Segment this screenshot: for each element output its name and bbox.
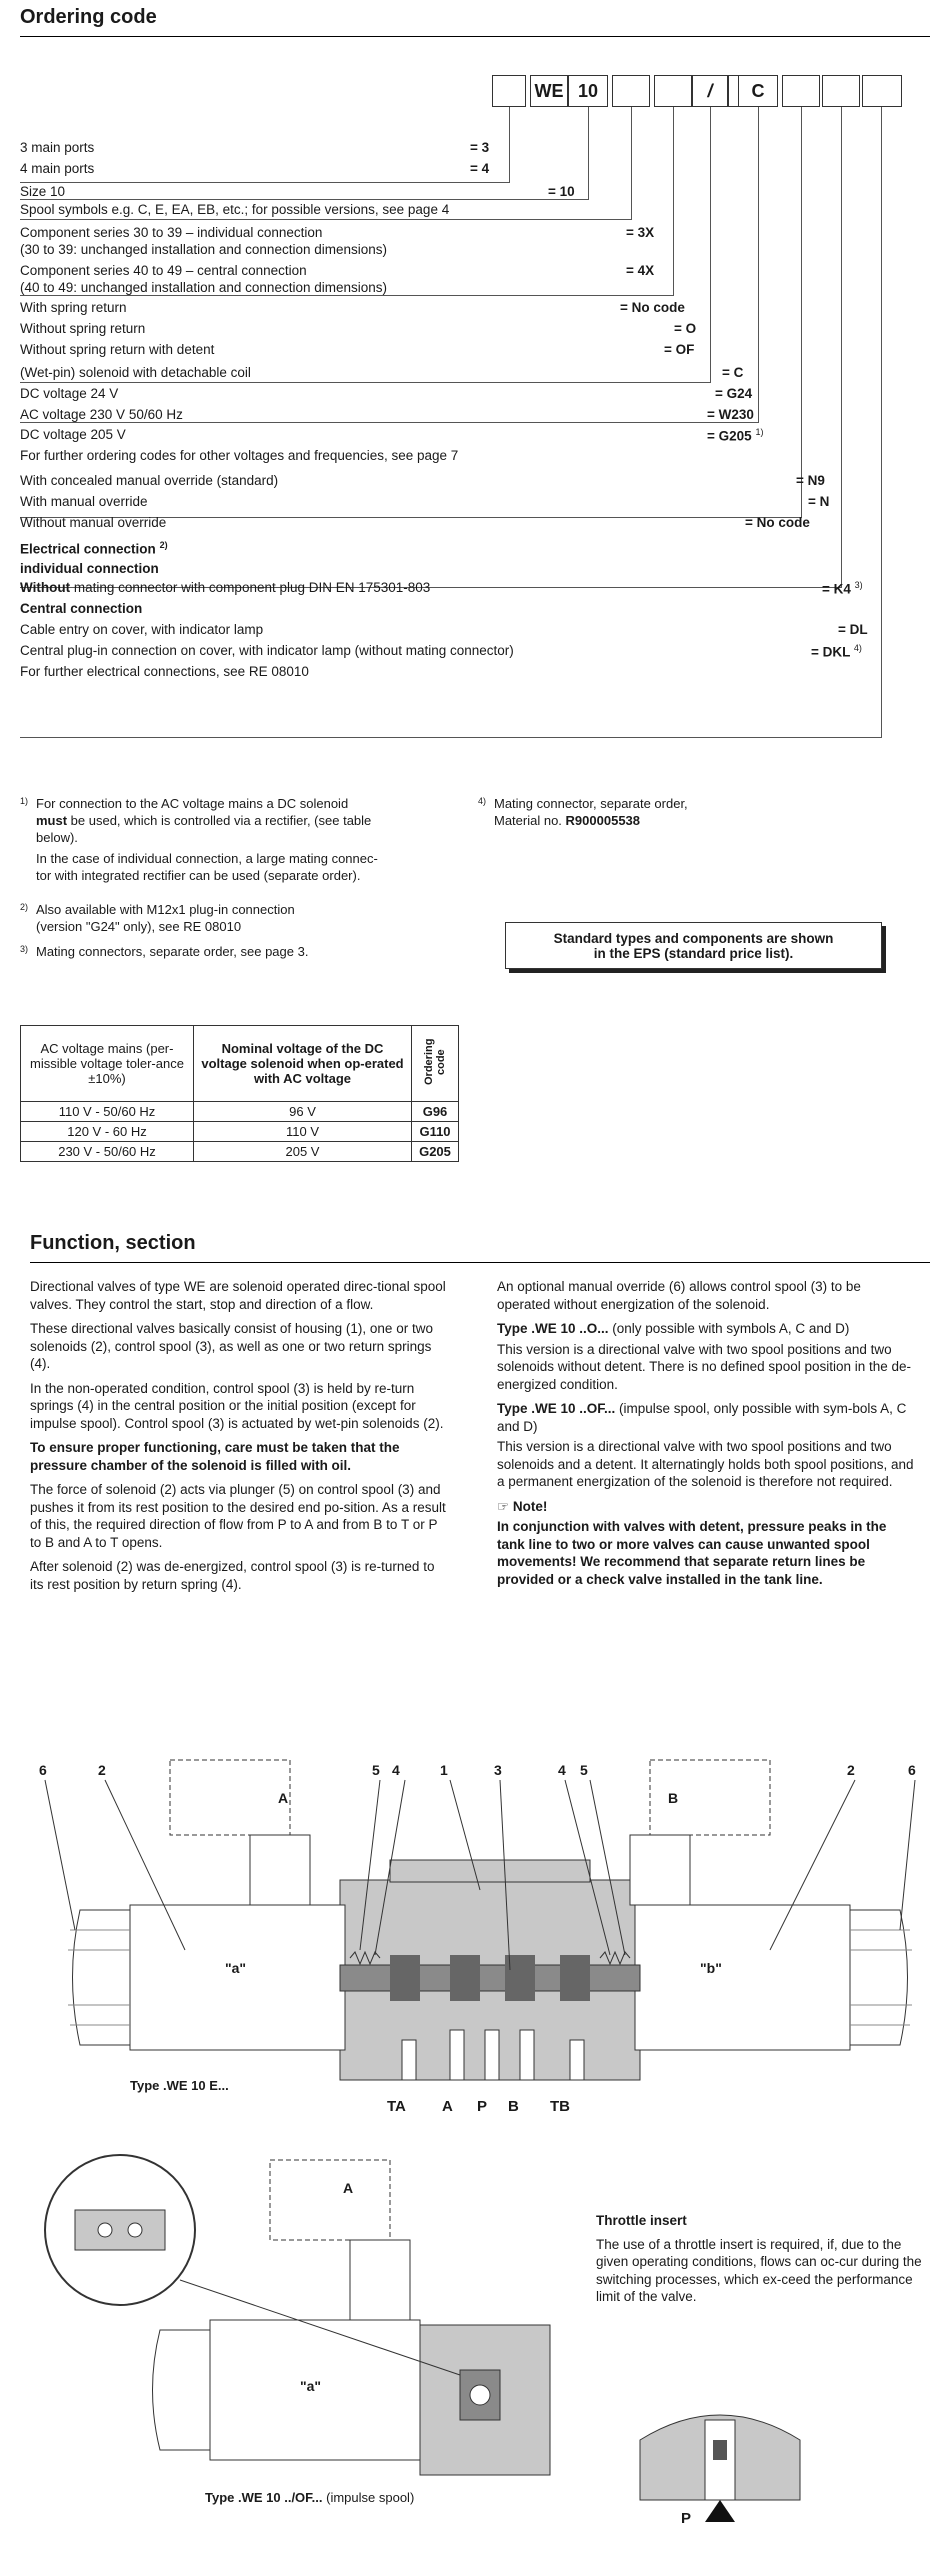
flow-arrow-icon [705,2500,735,2522]
ordering-row-text: AC voltage 230 V 50/60 Hz [20,407,183,422]
code-box: / [692,75,728,107]
ordering-row-text: With spring return [20,300,127,315]
throttle-insert-text: Throttle insert The use of a throttle insert is required, if, due to the given operating conditions, flows can oc-cur during the switching processes, which ex-ceed the performance limit of the valve. [596,2213,922,2304]
plug-connector [270,2160,390,2240]
ordering-row-code: = 4 [470,161,490,176]
ordering-row-text: Component series 30 to 39 – individual connection [20,225,323,240]
ordering-row-code: = DL [838,622,868,637]
table-header: AC voltage mains (per-missible voltage toler-ance ±10%) [21,1026,194,1102]
ordering-row-text: Size 10 [20,184,66,199]
ordering-row-text: Without manual override [20,515,167,530]
plug-connector-left [170,1760,290,1835]
ordering-row-text: Component series 40 to 49 – central connection [20,263,307,278]
callout-1: 1 [440,1762,448,1778]
ordering-row-text: Without spring return with detent [20,342,215,357]
leader-line [588,107,589,199]
leader-line [631,107,632,219]
leader-line [841,107,842,587]
ordering-row-text: (Wet-pin) solenoid with detachable coil [20,365,251,380]
ordering-row-text: 4 main ports [20,161,95,176]
footnote-4: 4) Mating connector, separate order, Material no. R900005538 [478,796,688,828]
solenoid-a-quote-label: "a" [300,2378,322,2394]
port-label: TA [387,2098,406,2115]
ordering-row-code: = G24 [715,386,753,401]
footnote-1: 1) For connection to the AC voltage mains a DC solenoid must be used, which is controlled via a rectifier, (see table below). In the case of individual connection, a large mating connec- tor with integrated rectifier can be used (separate order). [20,796,378,883]
ordering-row-text: DC voltage 24 V [20,386,119,401]
callout-6: 6 [39,1762,47,1778]
leader-line [20,382,711,383]
ordering-row-text: DC voltage 205 V [20,427,126,442]
ordering-row-code: = G205 $^{1)}$ [707,427,764,444]
throttle-insert-drawing [620,2400,820,2540]
ordering-row-code: = No code [745,515,810,530]
impulse-spool-drawing [20,2140,580,2480]
leader-line [20,219,632,220]
ordering-row-text: Without mating connector with component plug DIN EN 175301-803 [20,580,431,595]
note-hand-icon: ☞ [497,1498,510,1514]
port-label: A [442,2098,453,2115]
ordering-row-heading: individual connection [20,561,159,576]
leader-line [20,737,882,738]
solenoid-b-quote-label: "b" [700,1960,722,1976]
ordering-row-code: = 3X [626,225,655,240]
table-header: Nominal voltage of the DC voltage solenoid when op-erated with AC voltage [194,1026,412,1102]
code-box [782,75,820,107]
ordering-row-heading: Electrical connection $^{2)}$ [20,540,168,557]
ordering-row-text: (40 to 49: unchanged installation and connection dimensions) [20,280,387,295]
function-left-column: Directional valves of type WE are solenoid operated direc-tional spool valves. They control the start, stop and direction of a flow. These directional valves basically consist of housing (1), one or two solenoids (2), control spool (3), as well as one or two return springs (4). In the non-operated condition, control spool (3) is held by re-turn springs (4) in the central position or the initial position (except for impulse spool). Control spool (3) is actuated by wet-pin solenoids (2). To ensure proper functioning, care must be taken that the pressure chamber of the solenoid is filled with oil. The force of solenoid (2) acts via plunger (5) on control spool (3) and pushes it from its rest position to the desired end po-sition. As a result of this, the required direction of flow from P to A and from B to T or P to B and A to T opens. After solenoid (2) was de-energized, control spool (3) is re-turned to its rest position by return spring (4). [30,1279,446,1592]
code-box [654,75,692,107]
solenoid-right [635,1905,850,2050]
leader-line [881,107,882,737]
code-box: WE [530,75,568,107]
ordering-row-code: = 3 [470,140,490,155]
ordering-row-text: Spool symbols e.g. C, E, EA, EB, etc.; for possible versions, see page 4 [20,202,450,217]
standard-types-notice: Standard types and components are shown in the EPS (standard price list). [505,922,882,969]
callout-5: 5 [372,1762,380,1778]
callout-4: 4 [558,1762,566,1778]
leader-line [801,107,802,517]
ordering-row-text: (30 to 39: unchanged installation and connection dimensions) [20,242,387,257]
port-label: B [508,2098,519,2115]
callout-4: 4 [392,1762,400,1778]
section-rule [20,36,930,37]
ordering-row-text: For further electrical connections, see RE 08010 [20,664,309,679]
ac-voltage-table [20,1025,459,1162]
ordering-row-code: = W230 [707,407,754,422]
table-row: 110 V - 50/60 Hz 96 V G96 [21,1102,459,1122]
code-box [492,75,526,107]
leader-line [509,107,510,182]
ordering-row-heading: Central connection [20,601,143,616]
table-row: 120 V - 60 Hz 110 V G110 [21,1122,459,1142]
code-box [822,75,860,107]
ordering-row-code: = N9 [796,473,825,488]
port-label: P [477,2098,488,2115]
code-box: 10 [568,75,608,107]
ordering-row-code: = C [722,365,744,380]
ordering-row-text: Without spring return [20,321,146,336]
leader-line [20,295,674,296]
leader-line [20,182,510,183]
ordering-code-title: Ordering code [20,6,157,28]
control-spool [340,1965,640,1991]
figure-caption: Type .WE 10 E... [130,2078,229,2093]
ordering-row-text: Central plug-in connection on cover, with indicator lamp (without mating connector) [20,643,514,658]
figure-caption: Type .WE 10 ../OF... (impulse spool) [205,2490,415,2505]
ordering-row-text: With manual override [20,494,148,509]
code-box [862,75,902,107]
ordering-row-code: = DKL $^{4)}$ [811,643,862,660]
callout-6: 6 [908,1762,916,1778]
ordering-row-text: With concealed manual override (standard) [20,473,279,488]
leader-line [20,199,589,200]
function-right-column: An optional manual override (6) allows control spool (3) to be operated without energization of the solenoid. Type .WE 10 ..O... (only possible with symbols A, C and D) This version is a directional valve with two spool positions and two solenoids without detent. There is no defined spool position in the de-energized condition. Type .WE 10 ..OF... (impulse spool, only possible with sym-bols A, C and D) This version is a directional valve with two spool positions and two solenoids and a detent. It alternatingly holds both spool positions, and a permanent energization of the solenoid is therefore not required. ☞ Note! In conjunction with valves with detent, pressure peaks in the tank line to two or more valves can cause unwanted spool movements! We recommend that separate return lines be provided or a check valve installed in the tank line. [497,1279,914,1587]
leader-line [758,107,759,422]
table-header: Ordering code [412,1026,459,1102]
ordering-row-code: = K4 $^{3)}$ [822,580,863,597]
callout-5: 5 [580,1762,588,1778]
port-label: TB [550,2098,570,2115]
solenoid-a-quote-label: "a" [225,1960,247,1976]
ordering-row-code: = N [808,494,830,509]
callout-3: 3 [494,1762,502,1778]
table-row: 230 V - 50/60 Hz 205 V G205 [21,1142,459,1162]
callout-2: 2 [847,1762,855,1778]
solenoid-b-label: B [668,1790,679,1806]
leader-line [710,107,711,382]
footnote-3: 3) Mating connectors, separate order, see page 3. [20,944,309,959]
function-section-title: Function, section [30,1232,196,1254]
code-box [612,75,650,107]
callout-2: 2 [98,1762,106,1778]
ordering-row-code: = OF [664,342,695,357]
ordering-row-text: Cable entry on cover, with indicator lamp [20,622,264,637]
solenoid-a-label: A [343,2180,354,2196]
ordering-row-code: = 10 [548,184,575,199]
footnote-2: 2) Also available with M12x1 plug-in connection (version "G24" only), see RE 08010 [20,902,295,934]
ordering-row-code: = No code [620,300,685,315]
ordering-row-code: = O [674,321,697,336]
code-box: C [738,75,778,107]
ordering-row-code: = 4X [626,263,655,278]
throttle-port-label: P [681,2510,692,2527]
ordering-row-text: For further ordering codes for other voltages and frequencies, see page 7 [20,448,459,463]
leader-line [673,107,674,295]
solenoid-left [130,1905,345,2050]
leader-line [20,422,759,423]
solenoid-a-label: A [278,1790,289,1806]
section-rule [30,1262,930,1263]
ordering-row-text: 3 main ports [20,140,95,155]
